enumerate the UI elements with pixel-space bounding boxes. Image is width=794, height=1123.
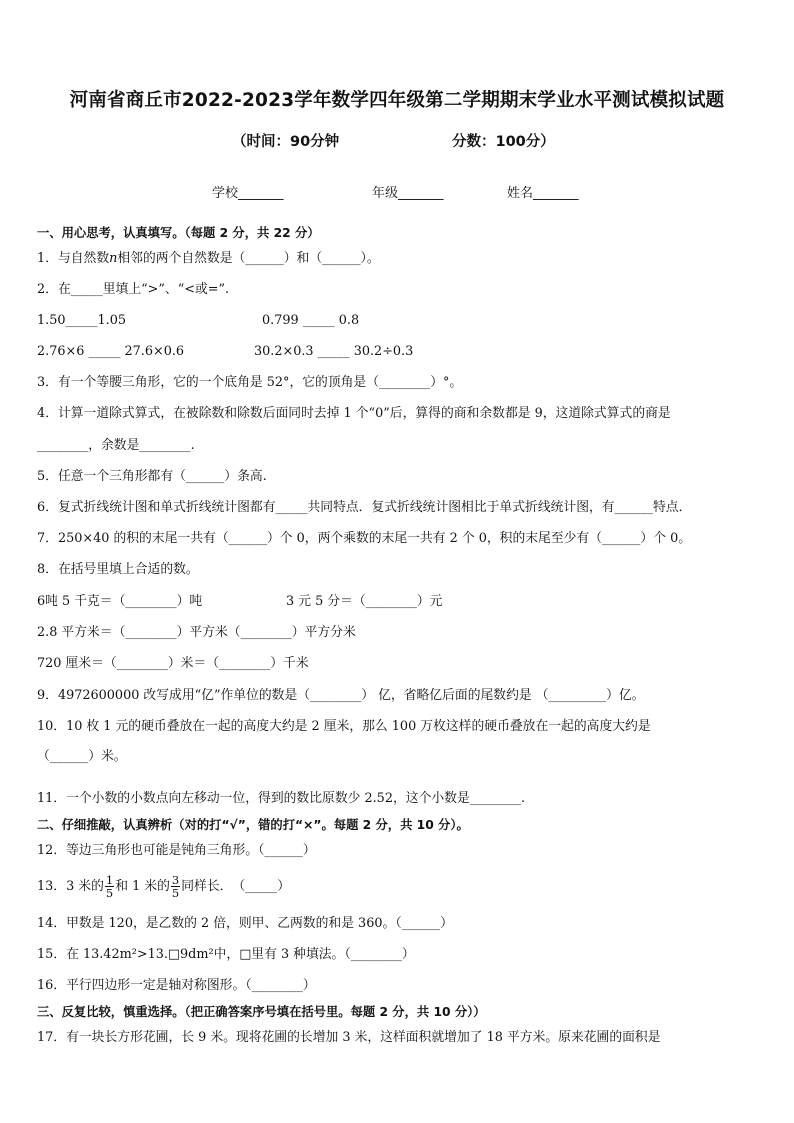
- exam-time: （时间：90分钟: [232, 134, 340, 150]
- question-2-b: 0.799 _____ 0.8: [262, 313, 360, 328]
- question-17: 17．有一块长方形花圃，长 9 米。现将花圃的长增加 3 米，这样面积就增加了 18 平方米。原来花圃的面积是: [37, 1030, 661, 1045]
- name-field[interactable]: 姓名_______: [507, 186, 579, 201]
- question-8-a: 6吨 5 千克＝（________）吨: [37, 594, 203, 609]
- question-6: 6．复式折线统计图和单式折线统计图都有_____共同特点．复式折线统计图相比于单式折线统计图，有______特点．: [37, 500, 692, 515]
- question-8-c: 2.8 平方米＝（________）平方米（________）平方分米: [37, 625, 356, 640]
- question-4-line2: ________，余数是________.: [37, 438, 195, 453]
- question-15: 15．在 13.42m²>13.□9dm²中，□里有 3 种填法。（________）: [37, 947, 415, 962]
- question-11: 11．一个小数的小数点向左移动一位，得到的数比原数少 2.52，这个小数是________.: [37, 791, 526, 806]
- question-8: 8．在括号里填上合适的数。: [37, 562, 199, 577]
- question-13-text-a: 13．3 米的: [37, 879, 104, 894]
- question-10-line2: （______）米。: [37, 749, 127, 764]
- fraction-three-fifths: [171, 874, 180, 899]
- question-5: 5．任意一个三角形都有（______）条高.: [37, 469, 267, 484]
- exam-score: 分数：100分）: [452, 134, 555, 150]
- fraction-denominator: 5: [171, 886, 180, 900]
- question-2-a: 1.50_____1.05: [37, 313, 126, 328]
- question-13-text-b: 和 1 米的: [115, 879, 170, 894]
- question-2-d: 30.2×0.3 _____ 30.2÷0.3: [254, 344, 414, 359]
- section3-heading: 三、反复比较，慎重选择。（把正确答案序号填在括号里。每题 2 分，共 10 分））: [37, 1005, 486, 1019]
- question-16: 16．平行四边形一定是轴对称图形。（________）: [37, 978, 316, 993]
- question-4-line1: 4．计算一道除式算式，在被除数和除数后面同时去掉 1 个“0”后，算得的商和余数都是 9，这道除式算式的商是: [37, 406, 671, 421]
- question-9: 9．4972600000 改写成用“亿”作单位的数是（________） 亿，省略亿后面的尾数约是 （_________）亿。: [37, 688, 645, 703]
- question-13-text-c: 同样长． （_____）: [181, 879, 290, 894]
- grade-field[interactable]: 年级_______: [372, 186, 444, 201]
- fraction-numerator: 1: [105, 873, 114, 887]
- question-8-b: 3 元 5 分＝（________）元: [286, 594, 443, 609]
- school-field[interactable]: 学校_______: [212, 186, 284, 201]
- question-13: [37, 874, 290, 899]
- section1-heading: 一、用心思考，认真填写。（每题 2 分，共 22 分）: [37, 226, 320, 240]
- question-3: 3．有一个等腰三角形，它的一个底角是 52°，它的顶角是（________）°。: [37, 375, 463, 390]
- fraction-denominator: 5: [105, 886, 114, 900]
- question-2: 2．在_____里填上“>”、“<或=”.: [37, 282, 230, 297]
- question-2-c: 2.76×6 _____ 27.6×0.6: [37, 344, 185, 359]
- fraction-one-fifth: [105, 874, 114, 899]
- question-10-line1: 10．10 枚 1 元的硬币叠放在一起的高度大约是 2 厘米，那么 100 万枚这样的硬币叠放在一起的高度大约是: [37, 719, 651, 734]
- question-8-d: 720 厘米＝（________）米＝（________）千米: [37, 656, 309, 671]
- section2-heading: 二、仔细推敲，认真辨析（对的打“√”，错的打“×”。每题 2 分，共 10 分）。: [37, 818, 469, 832]
- page-title: 河南省商丘市2022-2023学年数学四年级第二学期期末学业水平测试模拟试题: [69, 90, 725, 111]
- fraction-numerator: 3: [171, 873, 180, 887]
- question-12: 12．等边三角形也可能是钝角三角形。（______）: [37, 843, 316, 858]
- question-1: 1．与自然数𝑛相邻的两个自然数是（______）和（______）。: [37, 251, 380, 266]
- question-14: 14．甲数是 120，是乙数的 2 倍，则甲、乙两数的和是 360。（______）: [37, 916, 453, 931]
- question-7: 7．250×40 的积的末尾一共有（______）个 0，两个乘数的末尾一共有 2 个 0，积的末尾至少有（______）个 0。: [37, 531, 692, 546]
